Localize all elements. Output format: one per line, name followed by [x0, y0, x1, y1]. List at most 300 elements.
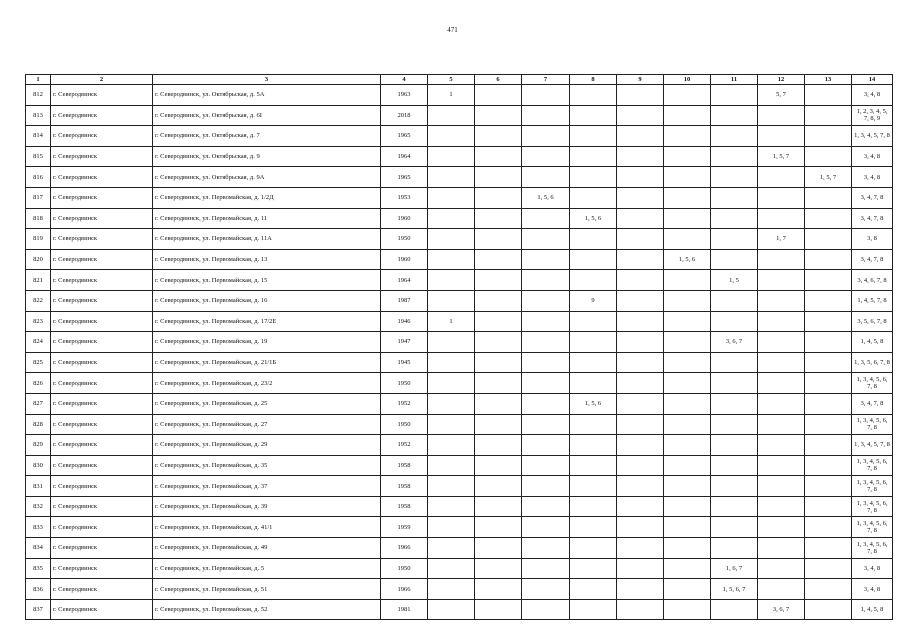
table-cell-col-11 [711, 352, 758, 373]
table-cell-col-10 [664, 373, 711, 394]
table-cell-col-9 [617, 496, 664, 517]
table-cell-col-10 [664, 476, 711, 497]
table-cell-col-7 [522, 517, 570, 538]
table-cell-col-12 [758, 187, 805, 208]
table-cell-col-14: 1, 3, 4, 5, 6, 7, 8 [852, 476, 893, 497]
table-cell-col-4: 1981 [381, 599, 428, 620]
table-cell-col-11 [711, 229, 758, 250]
table-cell-col-14: 1, 3, 4, 5, 7, 8 [852, 435, 893, 456]
table-cell-col-13: 1, 5, 7 [805, 167, 852, 188]
table-cell-col-14: 1, 3, 5, 6, 7, 8 [852, 352, 893, 373]
table-row [26, 496, 893, 517]
table-cell-col-12 [758, 105, 805, 126]
table-cell-col-8 [570, 476, 617, 497]
table-cell-col-11 [711, 496, 758, 517]
table-cell-col-12: 1, 5, 7 [758, 146, 805, 167]
table-cell-col-11 [711, 249, 758, 270]
table-cell-col-10 [664, 599, 711, 620]
table-cell-col-9 [617, 290, 664, 311]
table-cell-col-13 [805, 332, 852, 353]
table-cell-col-7 [522, 105, 570, 126]
table-cell-col-6 [475, 332, 522, 353]
table-cell-col-1: 823 [26, 311, 51, 332]
table-cell-col-1: 825 [26, 352, 51, 373]
table-cell-col-13 [805, 579, 852, 600]
table-cell-col-11 [711, 393, 758, 414]
table-cell-col-7 [522, 476, 570, 497]
table-cell-col-11 [711, 599, 758, 620]
table-cell-col-5 [428, 538, 475, 559]
table-cell-col-13 [805, 85, 852, 106]
table-cell-col-11 [711, 85, 758, 106]
table-cell-col-14: 3, 4, 7, 8 [852, 393, 893, 414]
table-cell-col-9 [617, 373, 664, 394]
table-cell-col-1: 816 [26, 167, 51, 188]
table-cell-col-1: 812 [26, 85, 51, 106]
table-cell-col-2: г. Северодвинск [51, 187, 153, 208]
table-row [26, 85, 893, 106]
table-cell-col-9 [617, 229, 664, 250]
table-cell-col-10 [664, 167, 711, 188]
table-row [26, 435, 893, 456]
table-cell-col-12 [758, 517, 805, 538]
table-cell-col-12 [758, 373, 805, 394]
table-cell-col-13 [805, 599, 852, 620]
table-cell-col-8 [570, 373, 617, 394]
table-cell-col-4: 1966 [381, 579, 428, 600]
table-cell-col-11 [711, 187, 758, 208]
table-cell-col-11 [711, 414, 758, 435]
table-cell-col-8 [570, 538, 617, 559]
table-cell-col-8 [570, 85, 617, 106]
table-cell-col-14: 3, 4, 6, 7, 8 [852, 270, 893, 291]
column-header: 12 [758, 75, 805, 85]
table-cell-col-6 [475, 579, 522, 600]
table-cell-col-12 [758, 579, 805, 600]
table-cell-col-8 [570, 435, 617, 456]
table-cell-col-7 [522, 332, 570, 353]
table-cell-col-2: г. Северодвинск [51, 85, 153, 106]
table-cell-col-3: г. Северодвинск, ул. Первомайская, д. 37 [153, 476, 381, 497]
table-cell-col-8 [570, 558, 617, 579]
table-cell-col-4: 1958 [381, 476, 428, 497]
table-cell-col-7 [522, 208, 570, 229]
page-number: 471 [447, 26, 458, 34]
table-cell-col-9 [617, 249, 664, 270]
table-cell-col-4: 2018 [381, 105, 428, 126]
table-cell-col-10 [664, 435, 711, 456]
table-cell-col-2: г. Северодвинск [51, 414, 153, 435]
table-cell-col-9 [617, 538, 664, 559]
table-cell-col-9 [617, 126, 664, 147]
table-cell-col-1: 835 [26, 558, 51, 579]
table-cell-col-4: 1960 [381, 208, 428, 229]
table-cell-col-8 [570, 496, 617, 517]
table-cell-col-3: г. Северодвинск, ул. Октябрьская, д. 6І [153, 105, 381, 126]
table-cell-col-3: г. Северодвинск, ул. Первомайская, д. 1/2Д [153, 187, 381, 208]
table-cell-col-3: г. Северодвинск, ул. Первомайская, д. 39 [153, 496, 381, 517]
table-cell-col-10 [664, 126, 711, 147]
table-cell-col-5 [428, 332, 475, 353]
table-cell-col-9 [617, 105, 664, 126]
table-cell-col-1: 831 [26, 476, 51, 497]
table-cell-col-4: 1952 [381, 435, 428, 456]
table-cell-col-8 [570, 167, 617, 188]
table-cell-col-11: 3, 6, 7 [711, 332, 758, 353]
table-cell-col-8 [570, 105, 617, 126]
table-cell-col-13 [805, 249, 852, 270]
table-cell-col-5 [428, 476, 475, 497]
table-cell-col-4: 1960 [381, 249, 428, 270]
table-cell-col-11: 1, 5, 6, 7 [711, 579, 758, 600]
table-cell-col-10 [664, 517, 711, 538]
table-cell-col-2: г. Северодвинск [51, 476, 153, 497]
table-cell-col-10: 1, 5, 6 [664, 249, 711, 270]
table-cell-col-10 [664, 290, 711, 311]
table-cell-col-2: г. Северодвинск [51, 332, 153, 353]
table-cell-col-7: 1, 5, 6 [522, 187, 570, 208]
table-cell-col-8: 9 [570, 290, 617, 311]
column-header: 14 [852, 75, 893, 85]
table-cell-col-1: 821 [26, 270, 51, 291]
table-cell-col-10 [664, 311, 711, 332]
table-row [26, 455, 893, 476]
table-cell-col-6 [475, 311, 522, 332]
table-cell-col-2: г. Северодвинск [51, 579, 153, 600]
table-cell-col-5 [428, 229, 475, 250]
table-cell-col-14: 3, 4, 8 [852, 146, 893, 167]
table-row [26, 538, 893, 559]
table-cell-col-11 [711, 538, 758, 559]
table-cell-col-7 [522, 599, 570, 620]
table-cell-col-5 [428, 558, 475, 579]
table-cell-col-2: г. Северодвинск [51, 167, 153, 188]
table-cell-col-3: г. Северодвинск, ул. Первомайская, д. 23/2 [153, 373, 381, 394]
table-cell-col-13 [805, 229, 852, 250]
table-cell-col-1: 827 [26, 393, 51, 414]
table-cell-col-12 [758, 290, 805, 311]
table-cell-col-8 [570, 126, 617, 147]
table-cell-col-5 [428, 187, 475, 208]
column-header: 9 [617, 75, 664, 85]
table-row [26, 167, 893, 188]
table-cell-col-10 [664, 393, 711, 414]
table-cell-col-4: 1947 [381, 332, 428, 353]
table-cell-col-14: 1, 3, 4, 5, 7, 8 [852, 126, 893, 147]
table-cell-col-2: г. Северодвинск [51, 105, 153, 126]
table-cell-col-4: 1950 [381, 229, 428, 250]
table-cell-col-3: г. Северодвинск, ул. Первомайская, д. 21/1Б [153, 352, 381, 373]
table-cell-col-3: г. Северодвинск, ул. Первомайская, д. 5 [153, 558, 381, 579]
table-cell-col-3: г. Северодвинск, ул. Первомайская, д. 11А [153, 229, 381, 250]
table-cell-col-5: 1 [428, 85, 475, 106]
table-cell-col-14: 3, 4, 7, 8 [852, 208, 893, 229]
table-cell-col-6 [475, 105, 522, 126]
table-row [26, 373, 893, 394]
table-cell-col-13 [805, 126, 852, 147]
table-cell-col-14: 3, 4, 8 [852, 167, 893, 188]
table-cell-col-7 [522, 270, 570, 291]
table-cell-col-12: 5, 7 [758, 85, 805, 106]
table-cell-col-9 [617, 599, 664, 620]
table-cell-col-7 [522, 558, 570, 579]
table-cell-col-7 [522, 435, 570, 456]
table-cell-col-9 [617, 146, 664, 167]
table-cell-col-6 [475, 393, 522, 414]
table-cell-col-10 [664, 229, 711, 250]
table-cell-col-8 [570, 249, 617, 270]
table-cell-col-13 [805, 373, 852, 394]
table-cell-col-10 [664, 187, 711, 208]
table-cell-col-12 [758, 435, 805, 456]
table-cell-col-5 [428, 146, 475, 167]
table-cell-col-1: 829 [26, 435, 51, 456]
table-cell-col-7 [522, 126, 570, 147]
table-cell-col-14: 1, 4, 5, 7, 8 [852, 290, 893, 311]
table-cell-col-13 [805, 270, 852, 291]
table-cell-col-5 [428, 496, 475, 517]
table-cell-col-2: г. Северодвинск [51, 435, 153, 456]
table-cell-col-8: 1, 5, 6 [570, 208, 617, 229]
table-cell-col-14: 1, 3, 4, 5, 6, 7, 8 [852, 455, 893, 476]
table-row [26, 414, 893, 435]
table-cell-col-13 [805, 558, 852, 579]
table-cell-col-11 [711, 311, 758, 332]
table-cell-col-7 [522, 85, 570, 106]
table-cell-col-9 [617, 579, 664, 600]
table-cell-col-2: г. Северодвинск [51, 311, 153, 332]
table-cell-col-7 [522, 496, 570, 517]
table-cell-col-10 [664, 455, 711, 476]
table-cell-col-5 [428, 517, 475, 538]
table-cell-col-1: 822 [26, 290, 51, 311]
table-cell-col-5 [428, 105, 475, 126]
table-cell-col-2: г. Северодвинск [51, 229, 153, 250]
table-cell-col-9 [617, 270, 664, 291]
table-cell-col-1: 820 [26, 249, 51, 270]
table-cell-col-3: г. Северодвинск, ул. Первомайская, д. 15 [153, 270, 381, 291]
table-cell-col-4: 1950 [381, 373, 428, 394]
table-cell-col-11 [711, 105, 758, 126]
table-cell-col-11 [711, 435, 758, 456]
table-body [26, 85, 893, 620]
table-cell-col-6 [475, 352, 522, 373]
table-cell-col-9 [617, 414, 664, 435]
table-cell-col-7 [522, 393, 570, 414]
table-cell-col-10 [664, 85, 711, 106]
table-cell-col-6 [475, 187, 522, 208]
table-cell-col-2: г. Северодвинск [51, 146, 153, 167]
table-cell-col-9 [617, 167, 664, 188]
table-cell-col-14: 1, 3, 4, 5, 6, 7, 8 [852, 373, 893, 394]
table-cell-col-1: 817 [26, 187, 51, 208]
table-cell-col-4: 1987 [381, 290, 428, 311]
table-cell-col-5 [428, 579, 475, 600]
table-cell-col-9 [617, 187, 664, 208]
table-cell-col-11 [711, 167, 758, 188]
table-cell-col-7 [522, 579, 570, 600]
table-cell-col-5 [428, 167, 475, 188]
table-cell-col-4: 1959 [381, 517, 428, 538]
table-cell-col-12 [758, 455, 805, 476]
table-cell-col-12 [758, 208, 805, 229]
table-cell-col-2: г. Северодвинск [51, 393, 153, 414]
table-cell-col-7 [522, 229, 570, 250]
column-header: 1 [26, 75, 51, 85]
table-cell-col-6 [475, 126, 522, 147]
table-row [26, 476, 893, 497]
table-cell-col-8 [570, 455, 617, 476]
table-cell-col-3: г. Северодвинск, ул. Первомайская, д. 11 [153, 208, 381, 229]
table-cell-col-7 [522, 538, 570, 559]
table-cell-col-4: 1950 [381, 414, 428, 435]
table-cell-col-4: 1965 [381, 167, 428, 188]
table-cell-col-1: 819 [26, 229, 51, 250]
table-cell-col-5 [428, 455, 475, 476]
table-cell-col-11 [711, 517, 758, 538]
table-cell-col-11 [711, 126, 758, 147]
table-cell-col-4: 1950 [381, 558, 428, 579]
table-cell-col-5 [428, 435, 475, 456]
table-cell-col-1: 833 [26, 517, 51, 538]
column-header: 11 [711, 75, 758, 85]
table-cell-col-4: 1964 [381, 146, 428, 167]
table-row [26, 579, 893, 600]
header-row [26, 75, 893, 85]
table-cell-col-14: 1, 3, 4, 5, 6, 7, 8 [852, 496, 893, 517]
table-cell-col-2: г. Северодвинск [51, 558, 153, 579]
table-cell-col-3: г. Северодвинск, ул. Первомайская, д. 41/1 [153, 517, 381, 538]
table-cell-col-9 [617, 476, 664, 497]
table-cell-col-9 [617, 517, 664, 538]
table-cell-col-7 [522, 311, 570, 332]
table-row [26, 187, 893, 208]
table-cell-col-11 [711, 208, 758, 229]
table-cell-col-12 [758, 270, 805, 291]
table-cell-col-14: 1, 3, 4, 5, 6, 7, 8 [852, 538, 893, 559]
table-cell-col-3: г. Северодвинск, ул. Октябрьская, д. 9А [153, 167, 381, 188]
table-cell-col-3: г. Северодвинск, ул. Первомайская, д. 19 [153, 332, 381, 353]
table-cell-col-5 [428, 270, 475, 291]
table-cell-col-8 [570, 332, 617, 353]
table-cell-col-1: 826 [26, 373, 51, 394]
column-header: 13 [805, 75, 852, 85]
table-cell-col-14: 1, 4, 5, 8 [852, 332, 893, 353]
table-row [26, 311, 893, 332]
column-header: 7 [522, 75, 570, 85]
table-cell-col-13 [805, 290, 852, 311]
table-cell-col-2: г. Северодвинск [51, 270, 153, 291]
table-row [26, 393, 893, 414]
table-cell-col-9 [617, 558, 664, 579]
table-cell-col-9 [617, 332, 664, 353]
table-cell-col-9 [617, 352, 664, 373]
table-cell-col-4: 1965 [381, 126, 428, 147]
buildings-table [25, 74, 893, 620]
table-cell-col-7 [522, 249, 570, 270]
table-row [26, 208, 893, 229]
table-cell-col-2: г. Северодвинск [51, 208, 153, 229]
table-cell-col-4: 1964 [381, 270, 428, 291]
table-cell-col-6 [475, 599, 522, 620]
table-cell-col-5 [428, 290, 475, 311]
table-cell-col-5: 1 [428, 311, 475, 332]
table-cell-col-6 [475, 455, 522, 476]
table-cell-col-6 [475, 270, 522, 291]
table-cell-col-9 [617, 85, 664, 106]
table-cell-col-3: г. Северодвинск, ул. Первомайская, д. 13 [153, 249, 381, 270]
column-header: 4 [381, 75, 428, 85]
column-header: 10 [664, 75, 711, 85]
table-cell-col-13 [805, 187, 852, 208]
table-cell-col-3: г. Северодвинск, ул. Первомайская, д. 17/2Е [153, 311, 381, 332]
table-cell-col-12 [758, 558, 805, 579]
table-cell-col-13 [805, 476, 852, 497]
table-cell-col-8: 1, 5, 6 [570, 393, 617, 414]
table-cell-col-7 [522, 352, 570, 373]
table-cell-col-5 [428, 249, 475, 270]
table-cell-col-8 [570, 579, 617, 600]
table-cell-col-6 [475, 496, 522, 517]
table-cell-col-13 [805, 352, 852, 373]
column-header: 2 [51, 75, 153, 85]
table-cell-col-3: г. Северодвинск, ул. Первомайская, д. 25 [153, 393, 381, 414]
table-cell-col-14: 3, 4, 7, 8 [852, 187, 893, 208]
table-cell-col-1: 815 [26, 146, 51, 167]
table-row [26, 517, 893, 538]
table-row [26, 270, 893, 291]
table-cell-col-6 [475, 538, 522, 559]
table-cell-col-10 [664, 352, 711, 373]
column-header: 5 [428, 75, 475, 85]
table-cell-col-12 [758, 311, 805, 332]
table-cell-col-12 [758, 167, 805, 188]
table-cell-col-5 [428, 599, 475, 620]
table-row [26, 290, 893, 311]
table-cell-col-12 [758, 332, 805, 353]
table-cell-col-6 [475, 146, 522, 167]
table-cell-col-12 [758, 414, 805, 435]
table-cell-col-10 [664, 579, 711, 600]
table-cell-col-14: 3, 5, 6, 7, 8 [852, 311, 893, 332]
table-cell-col-8 [570, 352, 617, 373]
table-cell-col-6 [475, 517, 522, 538]
table-cell-col-7 [522, 455, 570, 476]
table-cell-col-8 [570, 270, 617, 291]
table-cell-col-4: 1946 [381, 311, 428, 332]
table-cell-col-8 [570, 599, 617, 620]
table-row [26, 352, 893, 373]
table-cell-col-4: 1958 [381, 455, 428, 476]
table-cell-col-5 [428, 373, 475, 394]
table-cell-col-10 [664, 105, 711, 126]
table-cell-col-1: 836 [26, 579, 51, 600]
table-cell-col-14: 3, 8 [852, 229, 893, 250]
table-cell-col-3: г. Северодвинск, ул. Октябрьская, д. 9 [153, 146, 381, 167]
table-cell-col-5 [428, 126, 475, 147]
table-cell-col-13 [805, 311, 852, 332]
table-cell-col-11: 1, 5 [711, 270, 758, 291]
table-cell-col-5 [428, 208, 475, 229]
table-cell-col-6 [475, 414, 522, 435]
table-cell-col-10 [664, 538, 711, 559]
table-cell-col-1: 828 [26, 414, 51, 435]
table-cell-col-13 [805, 146, 852, 167]
table-cell-col-13 [805, 105, 852, 126]
table-cell-col-2: г. Северодвинск [51, 455, 153, 476]
table-cell-col-10 [664, 146, 711, 167]
table-cell-col-9 [617, 393, 664, 414]
